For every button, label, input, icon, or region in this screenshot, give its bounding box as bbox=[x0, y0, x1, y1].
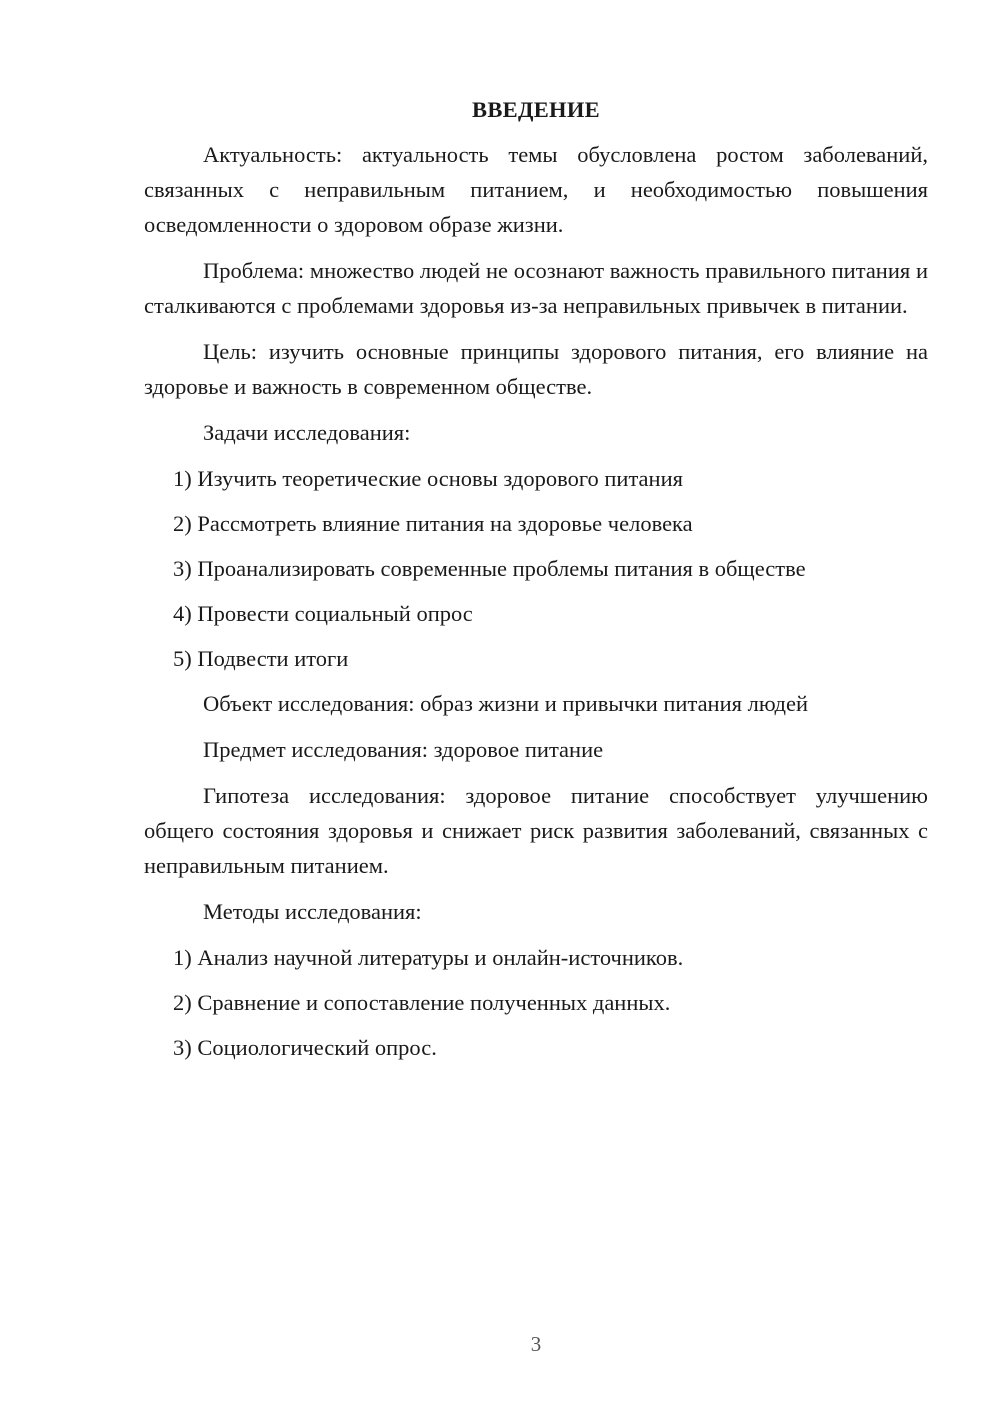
subject-line: Предмет исследования: здоровое питание bbox=[203, 737, 604, 762]
method-item: 1) Анализ научной литературы и онлайн-источников. bbox=[173, 945, 684, 970]
problem-paragraph: Проблема: множество людей не осознают важность правильного питания и сталкиваются с проблемами здоровья из-за неправильных привычек в питании. bbox=[144, 258, 928, 318]
hypothesis-paragraph: Гипотеза исследования: здоровое питание способствует улучшению общего состояния здоровья и снижает риск развития заболеваний, связанных с неправильным питанием. bbox=[144, 783, 928, 878]
relevance-paragraph: Актуальность: актуальность темы обусловлена ростом заболеваний, связанных с неправильным питанием, и необходимостью повышения осведомленности о здоровом образе жизни. bbox=[144, 142, 928, 237]
task-item: 3) Проанализировать современные проблемы питания в обществе bbox=[173, 556, 806, 581]
goal-paragraph: Цель: изучить основные принципы здорового питания, его влияние на здоровье и важность в современном обществе. bbox=[144, 339, 928, 399]
document-page bbox=[144, 92, 928, 1075]
methods-heading: Методы исследования: bbox=[203, 899, 422, 924]
task-item: 1) Изучить теоретические основы здорового питания bbox=[173, 466, 683, 491]
object-line: Объект исследования: образ жизни и привычки питания людей bbox=[203, 691, 808, 716]
task-item: 2) Рассмотреть влияние питания на здоровье человека bbox=[173, 511, 693, 536]
tasks-heading: Задачи исследования: bbox=[203, 420, 411, 445]
task-item: 5) Подвести итоги bbox=[173, 646, 349, 671]
task-item: 4) Провести социальный опрос bbox=[173, 601, 473, 626]
page-number: 3 bbox=[530, 1332, 542, 1356]
method-item: 2) Сравнение и сопоставление полученных данных. bbox=[173, 990, 671, 1015]
method-item: 3) Социологический опрос. bbox=[173, 1035, 437, 1060]
document-title: ВВЕДЕНИЕ bbox=[472, 97, 600, 122]
